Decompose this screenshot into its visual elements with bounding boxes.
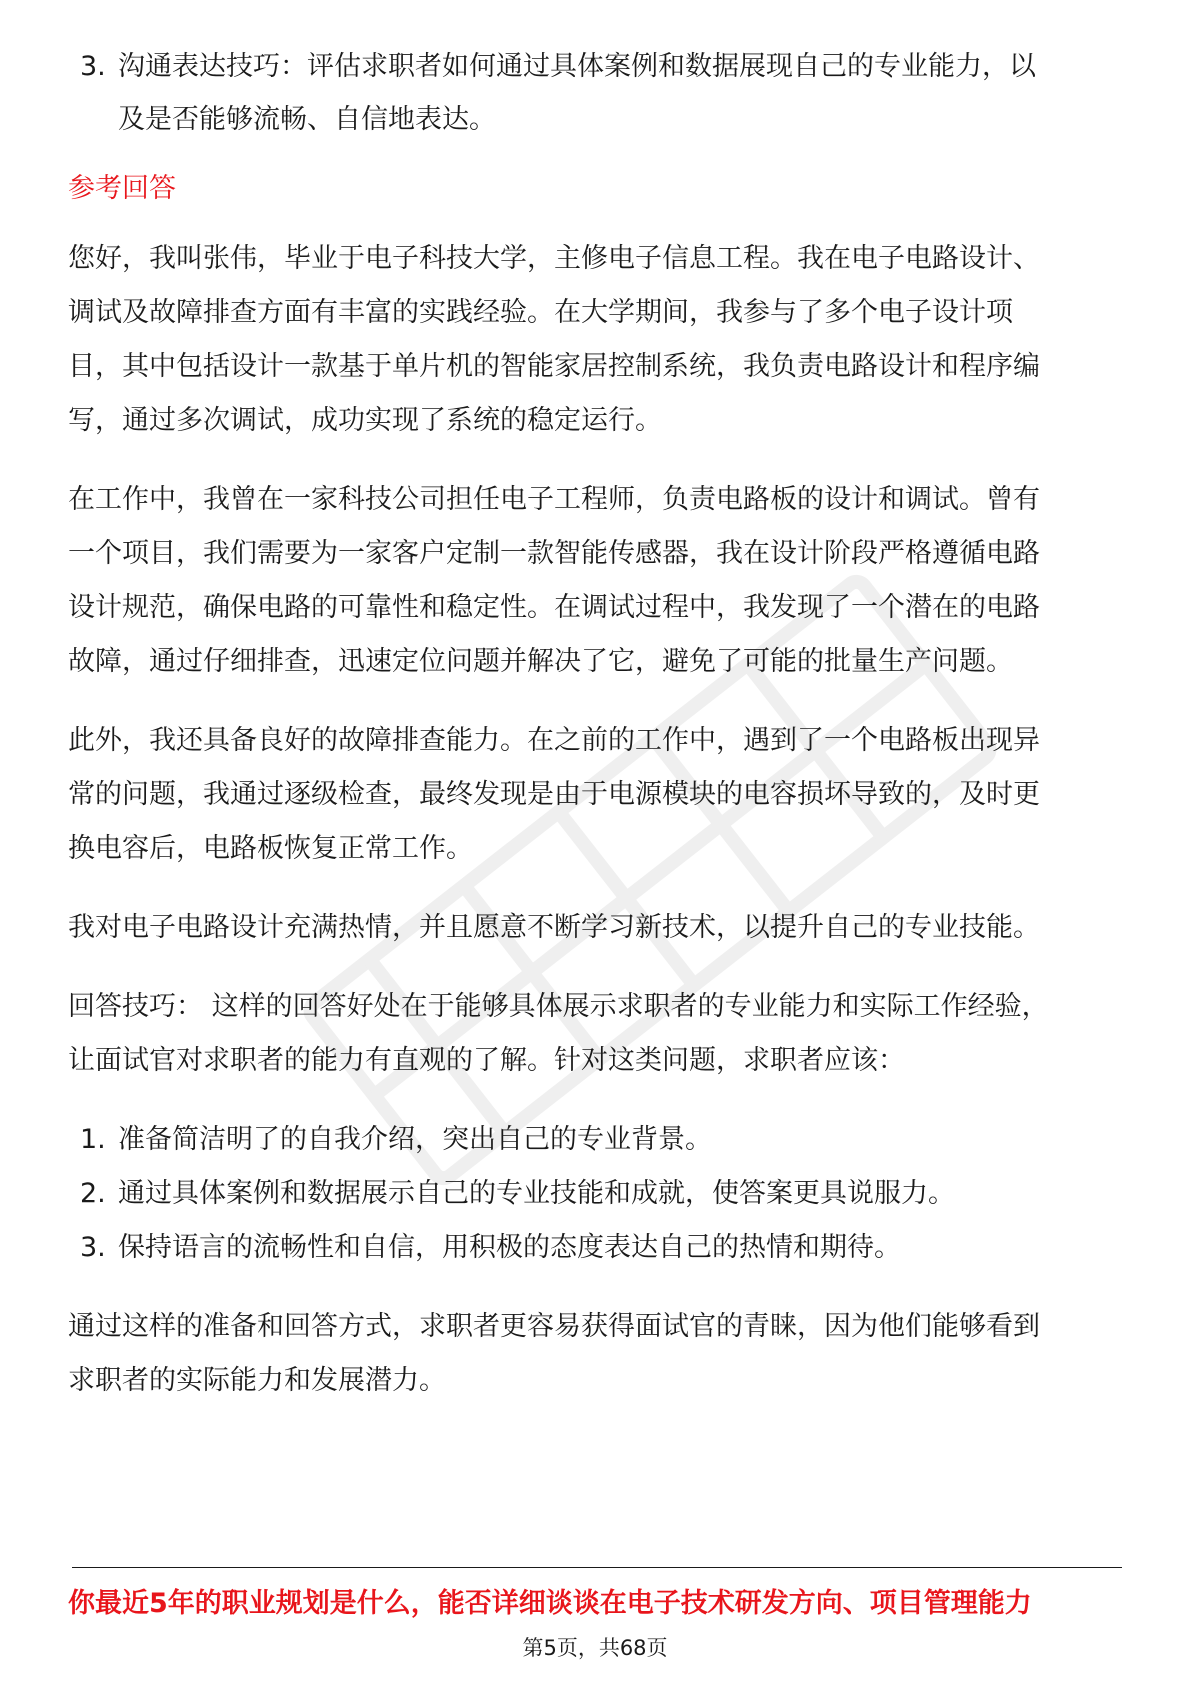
conclusion-line: 通过这样的准备和回答方式，求职者更容易获得面试官的青睐，因为他们能够看到 xyxy=(68,1311,1040,1342)
para3-line: 换电容后，电路板恢复正常工作。 xyxy=(68,833,473,864)
next-question-heading: 你最近5年的职业规划是什么，能否详细谈谈在电子技术研发方向、项目管理能力 xyxy=(68,1588,1032,1619)
intro-list-number: 3. xyxy=(80,51,106,82)
para1-line: 写，通过多次调试，成功实现了系统的稳定运行。 xyxy=(68,405,662,436)
para4-line: 我对电子电路设计充满热情，并且愿意不断学习新技术，以提升自己的专业技能。 xyxy=(68,912,1040,943)
page-number-footer: 第5页，共68页 xyxy=(522,1636,668,1660)
para3-line: 此外，我还具备良好的故障排查能力。在之前的工作中，遇到了一个电路板出现异 xyxy=(68,725,1040,756)
intro-list-text-line1: 沟通表达技巧：评估求职者如何通过具体案例和数据展现自己的专业能力，以 xyxy=(118,51,1036,82)
para1-line: 调试及故障排查方面有丰富的实践经验。在大学期间，我参与了多个电子设计项 xyxy=(68,297,1013,328)
section-divider xyxy=(72,1567,1122,1568)
para2-line: 在工作中，我曾在一家科技公司担任电子工程师，负责电路板的设计和调试。曾有 xyxy=(68,484,1040,515)
para1-line: 目，其中包括设计一款基于单片机的智能家居控制系统，我负责电路设计和程序编 xyxy=(68,351,1040,382)
conclusion-line: 求职者的实际能力和发展潜力。 xyxy=(68,1365,446,1396)
para1-line: 您好，我叫张伟，毕业于电子科技大学，主修电子信息工程。我在电子电路设计、 xyxy=(68,243,1040,274)
tip-list-item: 通过具体案例和数据展示自己的专业技能和成就，使答案更具说服力。 xyxy=(118,1178,955,1209)
para2-line: 故障，通过仔细排查，迅速定位问题并解决了它，避免了可能的批量生产问题。 xyxy=(68,646,1013,677)
para3-line: 常的问题，我通过逐级检查，最终发现是由于电源模块的电容损坏导致的，及时更 xyxy=(68,779,1040,810)
tip-list-item: 准备简洁明了的自我介绍，突出自己的专业背景。 xyxy=(118,1124,712,1155)
para2-line: 一个项目，我们需要为一家客户定制一款智能传感器，我在设计阶段严格遵循电路 xyxy=(68,538,1040,569)
tip-list-number: 3. xyxy=(80,1232,106,1263)
tip-list-item: 保持语言的流畅性和自信，用积极的态度表达自己的热情和期待。 xyxy=(118,1232,901,1263)
reference-answer-heading: 参考回答 xyxy=(68,173,176,204)
tips-line: 回答技巧： 这样的回答好处在于能够具体展示求职者的专业能力和实际工作经验， xyxy=(68,991,1049,1022)
tips-line: 让面试官对求职者的能力有直观的了解。针对这类问题，求职者应该： xyxy=(68,1045,905,1076)
tip-list-number: 2. xyxy=(80,1178,106,1209)
intro-list-text-line2: 及是否能够流畅、自信地表达。 xyxy=(118,104,496,135)
para2-line: 设计规范，确保电路的可靠性和稳定性。在调试过程中，我发现了一个潜在的电路 xyxy=(68,592,1040,623)
tip-list-number: 1. xyxy=(80,1124,106,1155)
